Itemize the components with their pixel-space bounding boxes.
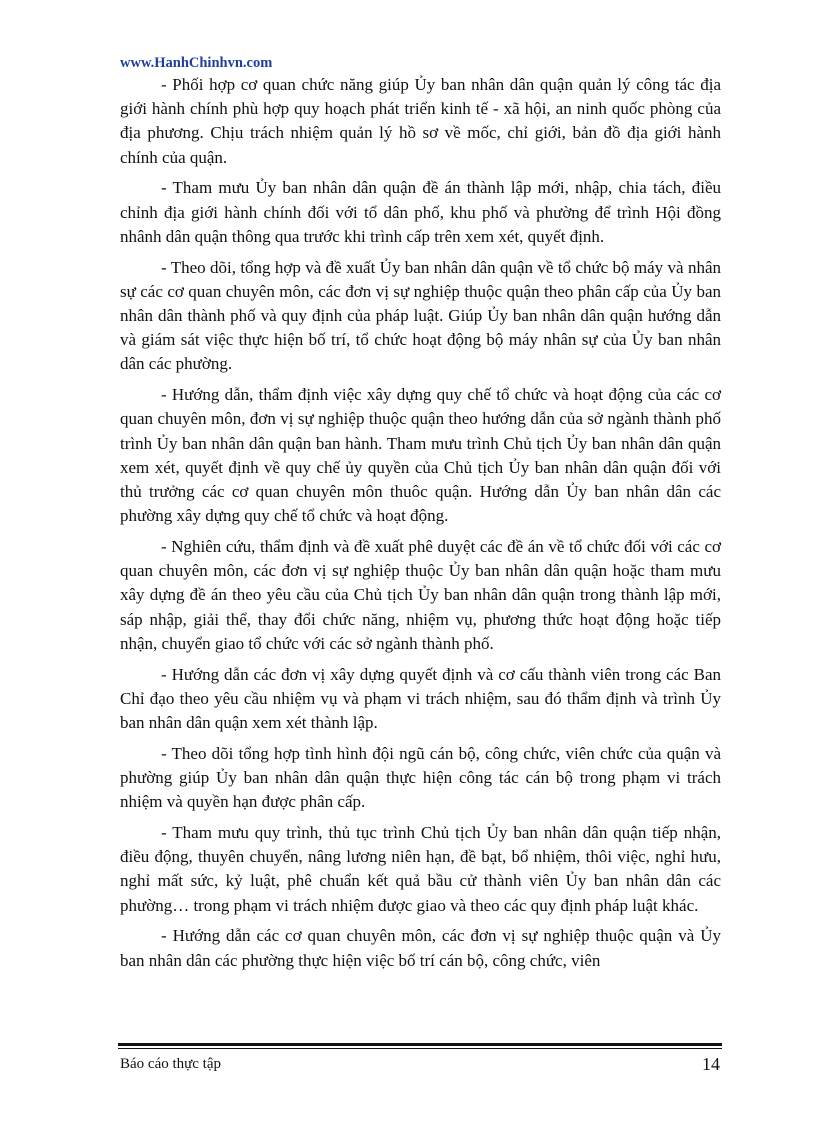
paragraph: - Tham mưu Ủy ban nhân dân quận đề án thành lập mới, nhập, chia tách, điều chỉnh địa giới hành chính đối với tổ dân phố, khu phố và phường để trình Hội đồng nhânh dân quận thông qua trước khi trình cấp trên xem xét, quyết định.: [120, 178, 721, 246]
document-body: [120, 73, 721, 979]
paragraph: - Hướng dẫn các đơn vị xây dựng quyết định và cơ cấu thành viên trong các Ban Chỉ đạo theo yêu cầu nhiệm vụ và phạm vi trách nhiệm, sau đó thẩm định và trình Ủy ban nhân dân quận xem xét thành lập.: [120, 664, 721, 733]
site-link[interactable]: www.HanhChinhvn.com: [120, 55, 273, 71]
paragraph: - Phối hợp cơ quan chức năng giúp Ủy ban nhân dân quận quản lý công tác địa giới hành chính phù hợp quy hoạch phát triển kinh tế - xã hội, an ninh quốc phòng của địa phương. Chịu trách nhiệm quản lý hồ sơ về mốc, chỉ giới, bản đồ địa giới hành chính của quận.: [120, 75, 721, 167]
footer-title: Báo cáo thực tập: [120, 1056, 222, 1072]
paragraph: - Theo dõi, tổng hợp và đề xuất Ủy ban nhân dân quận về tổ chức bộ máy và nhân sự các cơ quan chuyên môn, các đơn vị sự nghiệp thuộc quận theo phân cấp của Ủy ban nhân dân thành phố và quy định của pháp luật. Giúp Ủy ban nhân dân quận hướng dẫn và giám sát việc thực hiện bố trí, tổ chức hoạt động bộ máy nhân sự của Ủy ban nhân dân các phường.: [120, 257, 721, 374]
paragraph: - Nghiên cứu, thẩm định và đề xuất phê duyệt các đề án về tổ chức đối với các cơ quan chuyên môn, các đơn vị sự nghiệp thuộc Ủy ban nhân dân quận hoặc tham mưu xây dựng đề án theo yêu cầu của Chủ tịch Ủy ban nhân dân quận trong thành lập mới, sáp nhập, giải thể, thay đổi chức năng, nhiệm vụ, phương thức hoạt động hoặc tiếp nhận, chuyển giao tổ chức với các sở ngành thành phố.: [120, 537, 721, 653]
paragraph: - Hướng dẫn, thẩm định việc xây dựng quy chế tổ chức và hoạt động của các cơ quan chuyên môn, đơn vị sự nghiệp thuộc quận theo hướng dẫn của sở ngành thành phố trình Ủy ban nhân dân quận ban hành. Tham mưu trình Chủ tịch Ủy ban nhân dân quận xem xét, quyết định về quy chế ủy quyền của Chủ tịch Ủy ban nhân dân quận đối với thủ trưởng các cơ quan chuyên môn thuôc quận. Hướng dẫn Ủy ban nhân dân các phường xây dựng quy chế tổ chức và hoạt động.: [120, 385, 721, 526]
page-number: 14: [702, 1054, 720, 1074]
paragraph: - Hướng dẫn các cơ quan chuyên môn, các đơn vị sự nghiệp thuộc quận và Ủy ban nhân dân các phường thực hiện việc bố trí cán bộ, công chức, viên: [120, 926, 721, 970]
paragraph: - Tham mưu quy trình, thủ tục trình Chủ tịch Ủy ban nhân dân quận tiếp nhận, điều động, thuyên chuyển, nâng lương niên hạn, đề bạt, bổ nhiệm, thôi việc, nghỉ hưu, nghỉ mất sức, kỷ luật, phê chuẩn kết quả bầu cử thành viên Ủy ban nhân dân các phường… trong phạm vi trách nhiệm được giao và theo các quy định pháp luật khác.: [120, 823, 721, 915]
footer-divider: [118, 1043, 722, 1049]
paragraph: - Theo dõi tổng hợp tình hình đội ngũ cán bộ, công chức, viên chức của quận và phường giúp Ủy ban nhân dân quận thực hiện công tác cán bộ trong phạm vi trách nhiệm và quyền hạn được phân cấp.: [120, 743, 721, 812]
